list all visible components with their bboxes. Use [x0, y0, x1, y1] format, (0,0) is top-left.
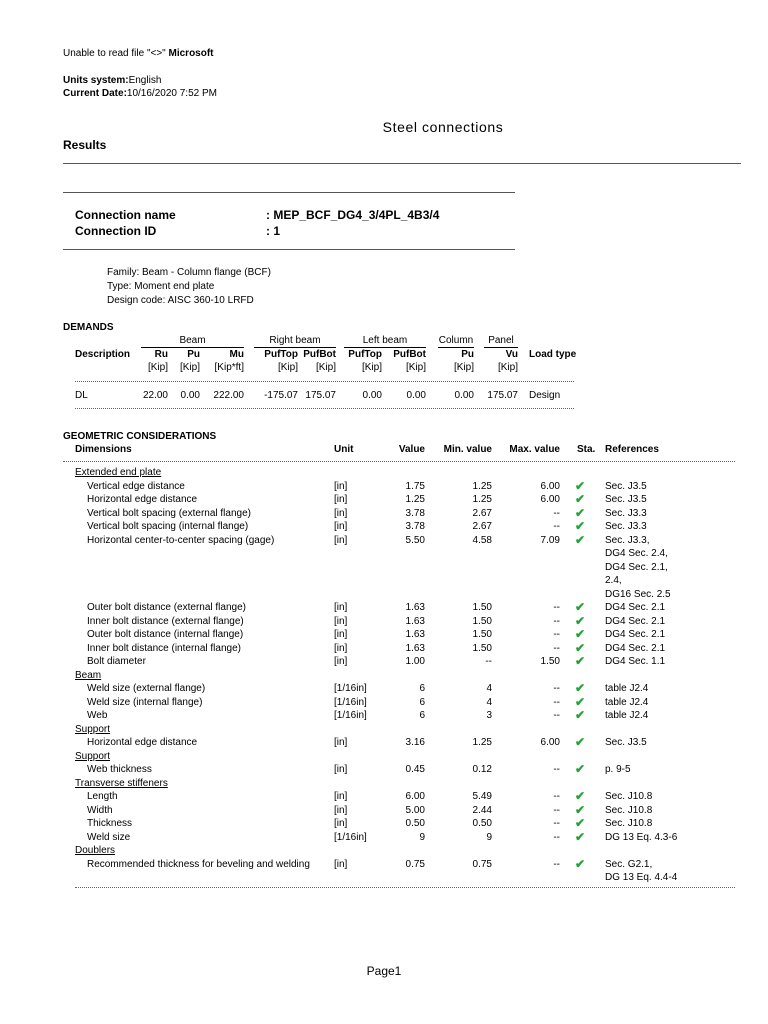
type-text: Type: Moment end plate: [107, 281, 215, 292]
max-value-cell: 6.00: [540, 737, 560, 748]
group-title: Doublers: [75, 845, 116, 856]
unit-cell: [1/16in]: [334, 696, 367, 708]
check-icon: ✔: [575, 708, 586, 722]
max-value-cell: --: [553, 791, 560, 802]
min-value-cell: 1.50: [472, 615, 492, 627]
divider: [63, 461, 735, 462]
min-value-header: Min. value: [443, 444, 492, 455]
design-code-text: Design code: AISC 360-10 LRFD: [107, 295, 254, 306]
unit-cell: [in]: [334, 521, 348, 532]
value-cell: 0.45: [405, 764, 425, 775]
value-cell: 0.75: [405, 858, 425, 870]
reference-text: Sec. J3.3,: [605, 534, 650, 546]
check-icon: ✔: [575, 856, 586, 871]
file-error-app: Microsoft: [168, 48, 214, 59]
unit-cell: [in]: [334, 534, 348, 546]
unit-cell: [in]: [334, 615, 348, 627]
demand-column-unit: [Kip]: [497, 362, 518, 373]
min-value-cell: 2.67: [472, 507, 492, 519]
unit-header: Unit: [334, 444, 354, 455]
divider: [75, 408, 574, 409]
value-cell: 1.00: [405, 656, 425, 667]
max-value-cell: --: [553, 831, 560, 843]
dimension-name: Weld size: [87, 831, 131, 843]
value-cell: 5.50: [405, 534, 425, 546]
geometric-heading: GEOMETRIC CONSIDERATIONS: [63, 431, 217, 442]
date-value: 10/16/2020 7:52 PM: [126, 88, 217, 99]
min-value-cell: 0.12: [472, 764, 492, 775]
dimension-name: Length: [87, 791, 118, 802]
dimension-name: Outer bolt distance (external flange): [87, 602, 246, 613]
dimension-name: Width: [87, 804, 113, 816]
min-value-cell: 5.49: [472, 791, 492, 802]
value-cell: 1.25: [405, 494, 425, 505]
min-value-cell: 2.67: [472, 521, 492, 532]
demand-cell: 22.00: [142, 390, 168, 401]
unit-cell: [in]: [334, 507, 348, 519]
dimension-name: Thickness: [87, 818, 133, 829]
divider: [63, 192, 515, 193]
max-value-cell: --: [553, 602, 560, 613]
unit-cell: [in]: [334, 818, 348, 829]
dimension-name: Vertical bolt spacing (internal flange): [87, 521, 249, 532]
dimension-name: Weld size (internal flange): [87, 696, 203, 708]
min-value-cell: 1.50: [472, 629, 492, 640]
min-value-cell: 1.25: [472, 494, 492, 505]
demand-cell: 0.00: [406, 390, 426, 401]
unit-cell: [in]: [334, 804, 348, 816]
file-error-text: Unable to read file "<>": [63, 48, 166, 59]
reference-text: Sec. J3.5: [605, 494, 647, 505]
max-value-cell: --: [553, 683, 560, 694]
load-type-header: Load type: [529, 349, 577, 360]
check-icon: ✔: [575, 694, 586, 709]
max-value-header: Max. value: [509, 444, 560, 455]
dimension-name: Web thickness: [87, 764, 152, 775]
reference-text: DG4 Sec. 2.1: [605, 602, 666, 613]
min-value-cell: 1.50: [472, 602, 492, 613]
demand-cell: 175.07: [305, 390, 336, 401]
reference-text: DG16 Sec. 2.5: [605, 588, 671, 600]
demand-column-unit: [Kip]: [179, 362, 200, 373]
demand-column-name: Pu: [187, 349, 200, 360]
value-header: Value: [398, 444, 425, 455]
demand-column-unit: [Kip]: [361, 362, 382, 373]
reference-text: DG4 Sec. 2.1: [605, 642, 666, 654]
unit-cell: [in]: [334, 858, 348, 870]
dimension-name: Recommended thickness for beveling and welding: [87, 858, 310, 870]
value-cell: 1.63: [405, 615, 425, 627]
dimension-name: Inner bolt distance (internal flange): [87, 642, 241, 654]
min-value-cell: --: [485, 656, 492, 667]
max-value-cell: --: [553, 710, 560, 721]
reference-text: DG4 Sec. 2.4,: [605, 548, 668, 559]
results-heading: Results: [63, 138, 107, 152]
value-cell: 1.63: [405, 629, 425, 640]
reference-text: DG 13 Eq. 4.4-4: [605, 872, 678, 883]
demand-column-name: PufBot: [393, 349, 426, 360]
reference-text: DG 13 Eq. 4.3-6: [605, 831, 678, 843]
dimension-name: Bolt diameter: [87, 656, 146, 667]
demand-cell: 0.00: [454, 390, 474, 401]
demand-column-name: PufTop: [348, 349, 382, 360]
max-value-cell: --: [553, 818, 560, 829]
check-icon: ✔: [575, 505, 586, 520]
dimension-name: Web: [87, 710, 108, 721]
value-cell: 6: [419, 710, 425, 721]
unit-cell: [in]: [334, 656, 348, 667]
min-value-cell: 4: [486, 683, 492, 694]
units-label: Units system:: [63, 75, 129, 86]
max-value-cell: --: [553, 696, 560, 708]
unit-cell: [in]: [334, 642, 348, 654]
max-value-cell: 7.09: [540, 534, 560, 546]
max-value-cell: --: [553, 642, 560, 654]
demand-group-header: Panel: [484, 335, 518, 348]
demand-column-name: Mu: [229, 349, 244, 360]
group-title: Extended end plate: [75, 467, 162, 478]
demand-column-name: Vu: [505, 349, 518, 360]
group-title: Support: [75, 750, 111, 762]
dimensions-header: Dimensions: [75, 444, 132, 455]
reference-text: p. 9-5: [605, 764, 631, 775]
reference-text: DG4 Sec. 2.1,: [605, 561, 668, 573]
reference-text: 2.4,: [605, 575, 622, 586]
check-icon: ✔: [575, 613, 586, 628]
min-value-cell: 2.44: [472, 804, 492, 816]
min-value-cell: 0.50: [472, 818, 492, 829]
check-icon: ✔: [575, 519, 586, 533]
description-header: Description: [75, 349, 131, 360]
demand-column-unit: [Kip]: [277, 362, 298, 373]
demand-column-unit: [Kip]: [405, 362, 426, 373]
max-value-cell: --: [553, 615, 560, 627]
max-value-cell: --: [553, 764, 560, 775]
unit-cell: [in]: [334, 629, 348, 640]
reference-text: DG4 Sec. 2.1: [605, 615, 666, 627]
reference-text: Sec. G2.1,: [605, 858, 653, 870]
reference-text: table J2.4: [605, 683, 649, 694]
page-number: Page1: [366, 964, 402, 978]
max-value-cell: --: [553, 629, 560, 640]
value-cell: 6: [419, 683, 425, 694]
status-header: Sta.: [577, 444, 596, 455]
reference-text: Sec. J10.8: [605, 804, 653, 816]
demand-cell: 0.00: [180, 390, 200, 401]
max-value-cell: --: [553, 858, 560, 870]
min-value-cell: 0.75: [472, 858, 492, 870]
value-cell: 5.00: [405, 804, 425, 816]
divider: [75, 381, 574, 382]
check-icon: ✔: [575, 627, 586, 641]
divider: [63, 163, 741, 164]
value-cell: 1.75: [405, 480, 425, 492]
dimension-name: Vertical bolt spacing (external flange): [87, 507, 251, 519]
value-cell: 3.78: [405, 507, 425, 519]
min-value-cell: 3: [486, 710, 492, 721]
check-icon: ✔: [575, 492, 586, 506]
demand-row-load-type: Design: [529, 390, 561, 401]
check-icon: ✔: [575, 816, 586, 830]
dimension-name: Horizontal edge distance: [87, 494, 198, 505]
max-value-cell: 6.00: [540, 480, 560, 492]
group-title: Beam: [75, 669, 102, 681]
date-label: Current Date:: [63, 88, 127, 99]
dimension-name: Horizontal center-to-center spacing (gage): [87, 534, 275, 546]
check-icon: ✔: [575, 654, 586, 668]
reference-text: Sec. J10.8: [605, 818, 653, 829]
min-value-cell: 9: [486, 831, 492, 843]
unit-cell: [in]: [334, 791, 348, 802]
value-cell: 3.16: [405, 737, 425, 748]
unit-cell: [in]: [334, 602, 348, 613]
connection-name-label: Connection name: [75, 208, 176, 222]
demand-column-unit: [Kip]: [453, 362, 474, 373]
dimension-name: Horizontal edge distance: [87, 737, 198, 748]
check-icon: ✔: [575, 532, 586, 547]
min-value-cell: 1.25: [472, 480, 492, 492]
page-title: Steel connections: [382, 119, 504, 135]
check-icon: ✔: [575, 681, 586, 695]
min-value-cell: 1.25: [472, 737, 492, 748]
value-cell: 0.50: [405, 818, 425, 829]
check-icon: ✔: [575, 789, 586, 803]
check-icon: ✔: [575, 640, 586, 655]
reference-text: table J2.4: [605, 696, 649, 708]
unit-cell: [in]: [334, 494, 348, 505]
demand-column-name: PufBot: [303, 349, 336, 360]
references-header: References: [605, 444, 659, 455]
check-icon: ✔: [575, 762, 586, 776]
demand-group-header: Column: [438, 335, 474, 346]
reference-text: Sec. J3.3: [605, 507, 647, 519]
units-value: English: [128, 75, 162, 86]
date-line: [63, 88, 217, 99]
unit-cell: [in]: [334, 737, 348, 748]
demand-column-unit: [Kip]: [315, 362, 336, 373]
demand-cell: -175.07: [264, 390, 298, 401]
demand-column-unit: [Kip*ft]: [214, 362, 244, 373]
value-cell: 1.63: [405, 642, 425, 654]
connection-id-label: Connection ID: [75, 224, 157, 238]
value-cell: 6.00: [405, 791, 425, 802]
demand-group-header: Left beam: [344, 335, 426, 348]
connection-name-value: : MEP_BCF_DG4_3/4PL_4B3/4: [266, 208, 440, 222]
units-line: [63, 75, 161, 86]
reference-text: Sec. J3.5: [605, 737, 647, 748]
check-icon: ✔: [575, 829, 586, 844]
unit-cell: [1/16in]: [334, 831, 367, 843]
demand-group-header: Right beam: [254, 335, 336, 348]
demand-cell: 222.00: [213, 390, 244, 401]
dimension-name: Inner bolt distance (external flange): [87, 615, 244, 627]
max-value-cell: 6.00: [540, 494, 560, 505]
dimension-name: Vertical edge distance: [87, 480, 185, 492]
check-icon: ✔: [575, 478, 586, 493]
dimension-name: Outer bolt distance (internal flange): [87, 629, 244, 640]
file-error-line: [63, 48, 214, 59]
value-cell: 9: [419, 831, 425, 843]
demand-column-name: PufTop: [264, 349, 298, 360]
value-cell: 1.63: [405, 602, 425, 613]
family-text: Family: Beam - Column flange (BCF): [107, 267, 271, 278]
max-value-cell: --: [553, 804, 560, 816]
demand-column-unit: [Kip]: [147, 362, 168, 373]
demand-column-name: Ru: [154, 349, 168, 360]
reference-text: Sec. J3.3: [605, 521, 647, 532]
min-value-cell: 1.50: [472, 642, 492, 654]
demand-row-description: DL: [75, 390, 88, 401]
unit-cell: [1/16in]: [334, 683, 367, 694]
group-title: Support: [75, 723, 111, 735]
connection-id-value: : 1: [266, 224, 281, 238]
check-icon: ✔: [575, 600, 586, 614]
unit-cell: [1/16in]: [334, 710, 367, 721]
reference-text: DG4 Sec. 1.1: [605, 656, 666, 667]
check-icon: ✔: [575, 802, 586, 817]
reference-text: DG4 Sec. 2.1: [605, 629, 666, 640]
value-cell: 3.78: [405, 521, 425, 532]
check-icon: ✔: [575, 735, 586, 749]
reference-text: Sec. J10.8: [605, 791, 653, 802]
group-title: Transverse stiffeners: [75, 777, 168, 789]
max-value-cell: 1.50: [540, 656, 560, 667]
demands-heading: DEMANDS: [63, 322, 114, 333]
min-value-cell: 4: [486, 696, 492, 708]
value-cell: 6: [419, 696, 425, 708]
demand-cell: 0.00: [362, 390, 382, 401]
max-value-cell: --: [553, 507, 560, 519]
demand-cell: 175.07: [487, 390, 518, 401]
reference-text: Sec. J3.5: [605, 480, 647, 492]
max-value-cell: --: [553, 521, 560, 532]
min-value-cell: 4.58: [472, 534, 492, 546]
dimension-name: Weld size (external flange): [87, 683, 206, 694]
unit-cell: [in]: [334, 480, 348, 492]
reference-text: table J2.4: [605, 710, 649, 721]
unit-cell: [in]: [334, 764, 348, 775]
demand-group-header: Beam: [141, 335, 244, 348]
divider: [75, 887, 735, 888]
divider: [63, 249, 515, 250]
demand-column-name: Pu: [461, 349, 474, 360]
